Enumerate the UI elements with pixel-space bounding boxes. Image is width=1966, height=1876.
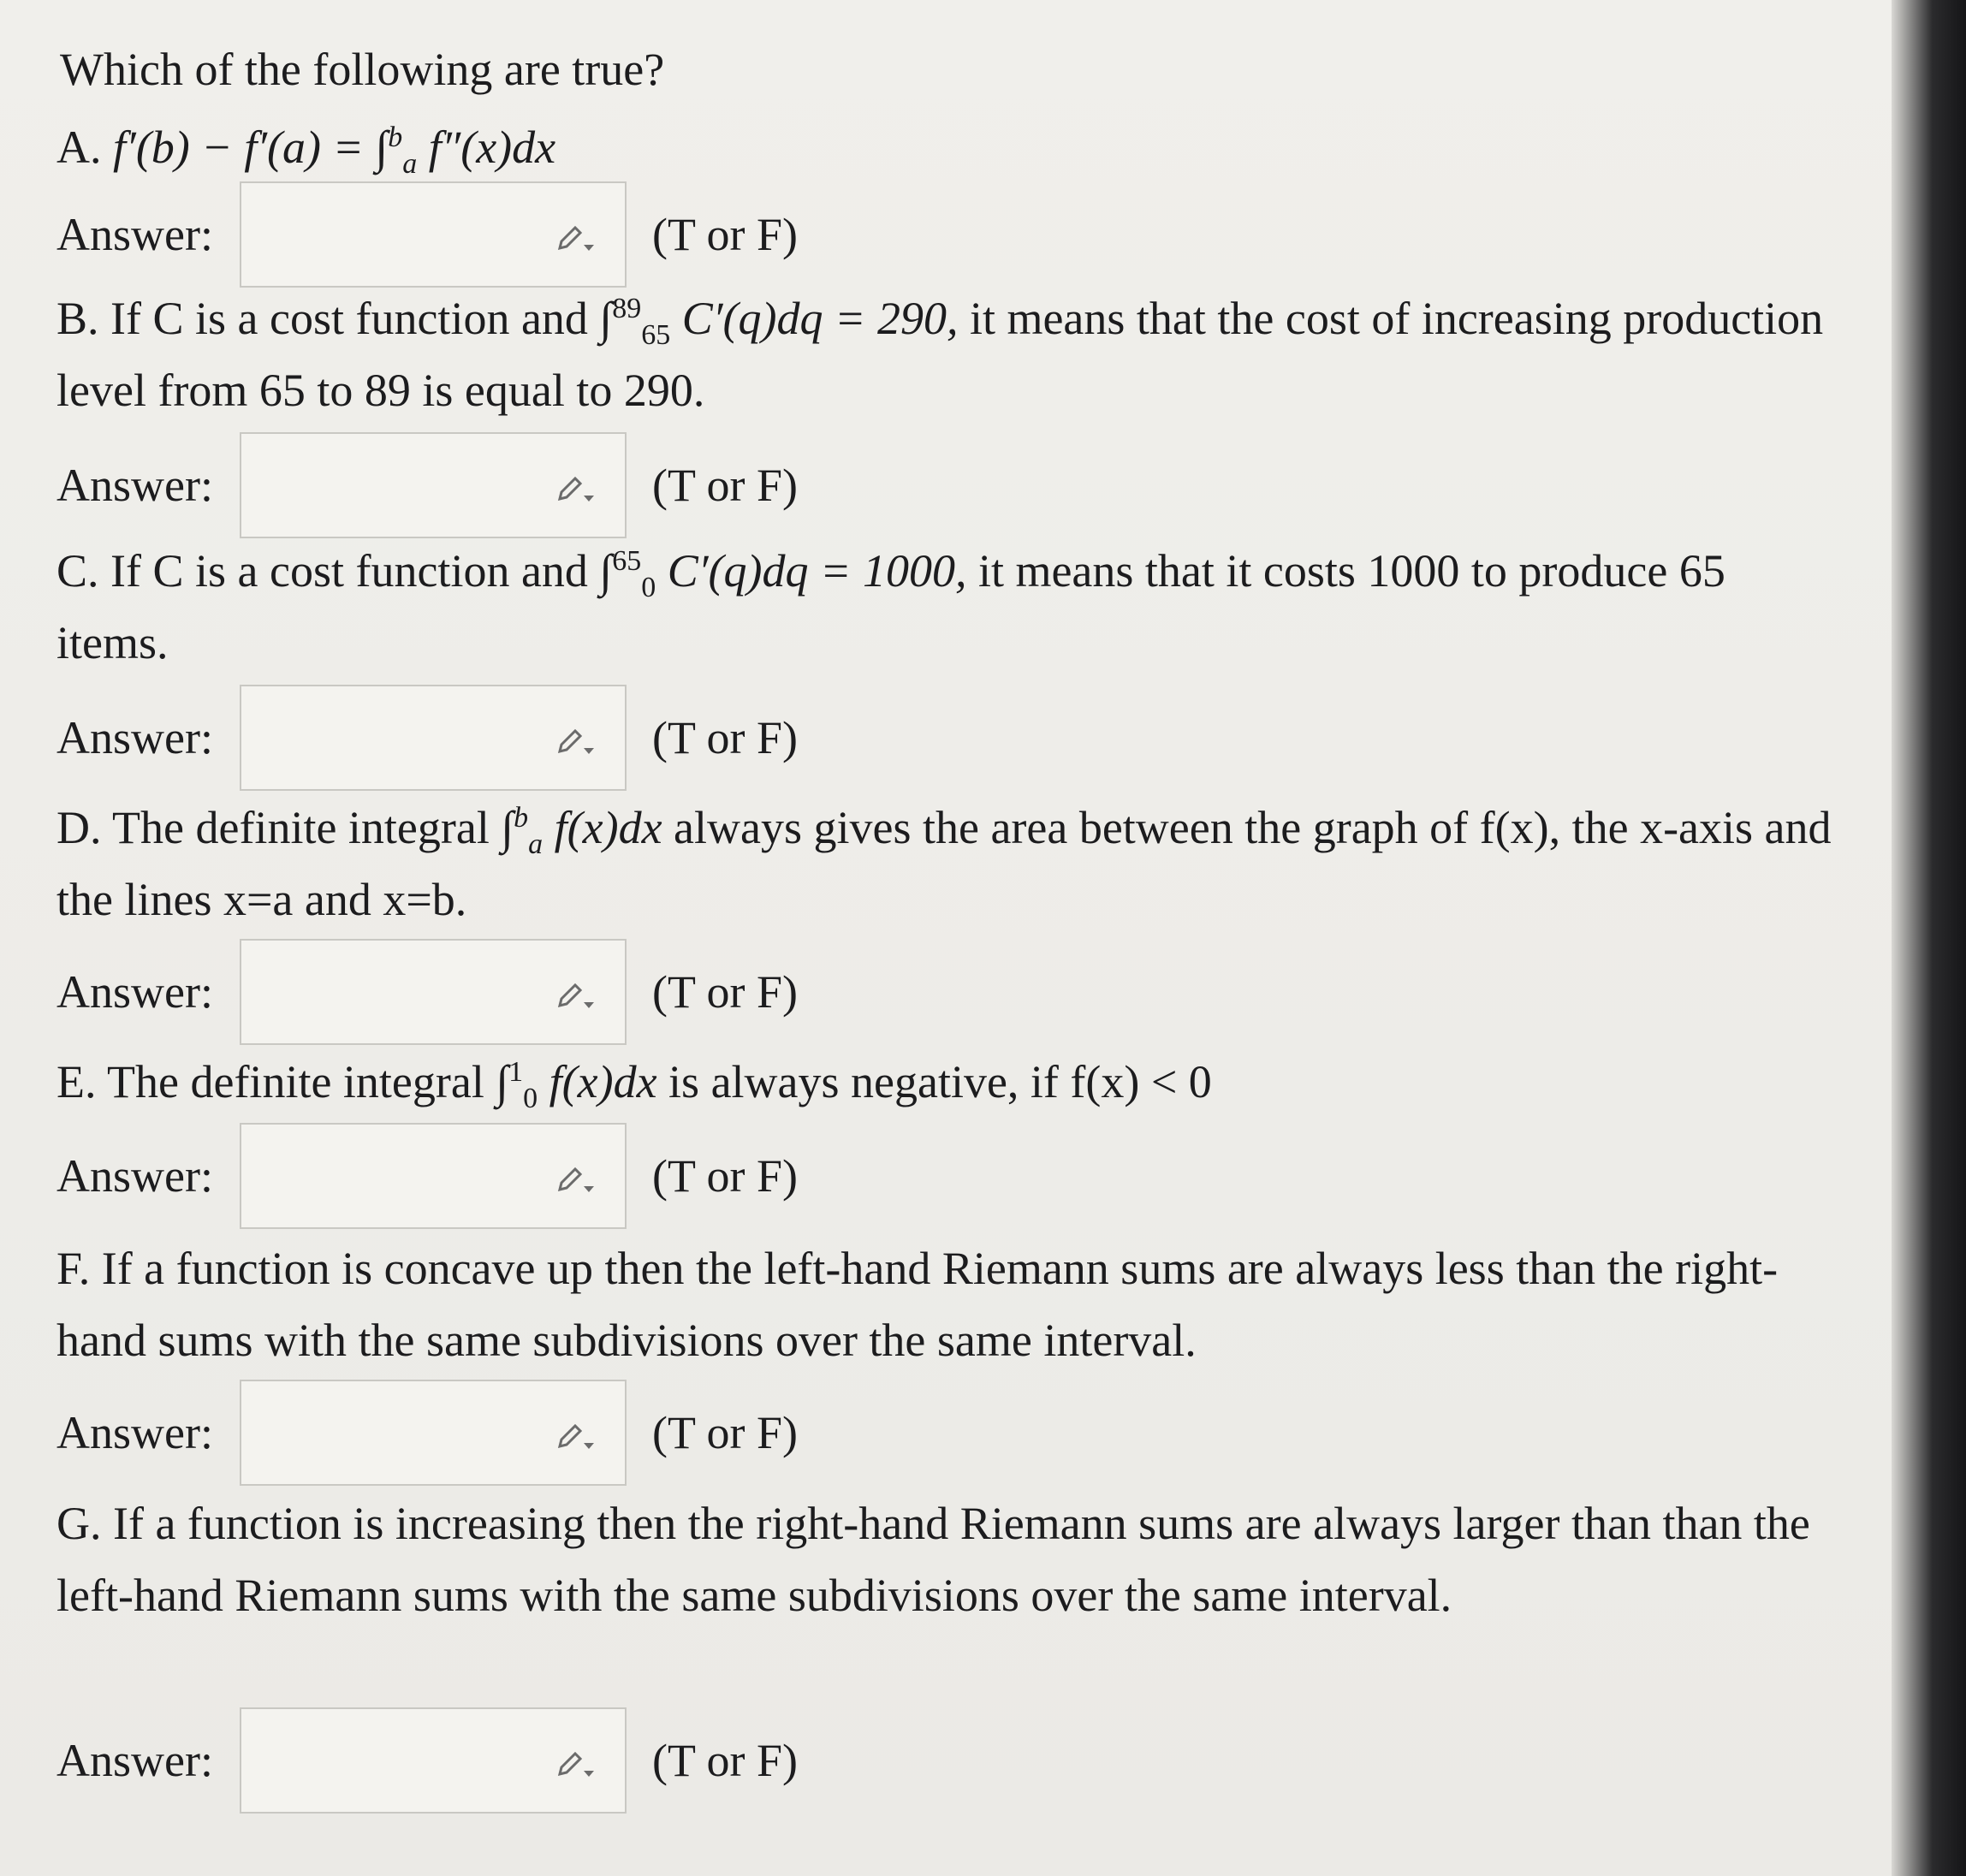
question-text: If C is a cost function and	[110, 293, 588, 344]
answer-row-c	[56, 683, 798, 793]
answer-box-f[interactable]	[240, 1380, 627, 1486]
pencil-dropdown-icon[interactable]	[556, 978, 599, 1012]
question-text: If C is a cost function and	[110, 545, 588, 597]
upper-limit: b	[388, 122, 403, 153]
integral-sign: ∫	[501, 802, 514, 853]
pencil-dropdown-icon[interactable]	[556, 472, 599, 506]
answer-row-a	[56, 180, 798, 289]
lower-limit: 65	[641, 318, 671, 351]
tf-hint: (T or F)	[652, 1735, 798, 1786]
answer-box-g[interactable]	[240, 1707, 627, 1814]
question-letter: E.	[56, 1056, 97, 1107]
question-c	[56, 535, 1837, 679]
question-letter: D.	[56, 802, 102, 853]
question-letter: G.	[56, 1498, 102, 1549]
question-text: always gives the area between the graph of f(x), the x-axis and the lines x=a and x=b.	[56, 802, 1832, 925]
upper-limit: b	[514, 802, 529, 834]
tf-hint: (T or F)	[652, 1150, 798, 1202]
pencil-dropdown-icon[interactable]	[556, 1162, 599, 1196]
answer-box-a[interactable]	[240, 181, 627, 288]
integrand: f″(x)dx	[428, 122, 556, 173]
math-expression: f′(b) − f′(a) = ∫	[113, 122, 389, 173]
integrand: C′(q)dq = 1000,	[667, 545, 967, 597]
answer-box-d[interactable]	[240, 939, 627, 1045]
answer-row-g	[56, 1706, 798, 1815]
question-letter: B.	[56, 293, 99, 344]
answer-label: Answer:	[56, 966, 213, 1018]
pencil-dropdown-icon[interactable]	[556, 724, 599, 758]
answer-label: Answer:	[56, 1150, 213, 1202]
question-letter: F.	[56, 1243, 91, 1294]
question-letter: A.	[56, 122, 102, 173]
answer-row-f	[56, 1378, 798, 1487]
pencil-dropdown-icon[interactable]	[556, 1747, 599, 1781]
lower-limit: 0	[641, 571, 656, 603]
tf-hint: (T or F)	[652, 712, 798, 763]
tf-hint: (T or F)	[652, 460, 798, 511]
tf-hint: (T or F)	[652, 966, 798, 1018]
integral-sign: ∫	[599, 293, 613, 344]
upper-limit: 89	[612, 293, 642, 324]
question-text: it means that the cost of increasing production level from 65 to 89 is equal to 290.	[56, 293, 1824, 416]
screen-bezel	[1892, 0, 1966, 1876]
question-f	[56, 1232, 1837, 1376]
question-e	[56, 1046, 1837, 1118]
pencil-dropdown-icon[interactable]	[556, 221, 599, 255]
answer-label: Answer:	[56, 460, 213, 511]
answer-box-e[interactable]	[240, 1123, 627, 1229]
answer-row-d	[56, 937, 798, 1047]
integrand: f(x)dx	[549, 1056, 657, 1107]
answer-box-c[interactable]	[240, 685, 627, 791]
answer-box-b[interactable]	[240, 432, 627, 538]
integral-sign: ∫	[599, 545, 613, 597]
integral-sign: ∫	[496, 1056, 509, 1107]
answer-label: Answer:	[56, 1407, 213, 1458]
lower-limit: 0	[523, 1082, 538, 1114]
upper-limit: 1	[508, 1056, 524, 1088]
answer-input-g[interactable]	[250, 1718, 544, 1805]
answer-input-e[interactable]	[250, 1133, 544, 1220]
answer-input-d[interactable]	[250, 949, 544, 1036]
question-text: it means that it costs 1000 to produce 65 items.	[56, 545, 1725, 668]
answer-input-f[interactable]	[250, 1390, 544, 1477]
integrand: f(x)dx	[554, 802, 662, 853]
question-text: is always negative, if f(x) < 0	[668, 1056, 1212, 1107]
question-prompt: Which of the following are true?	[60, 44, 665, 95]
pencil-dropdown-icon[interactable]	[556, 1419, 599, 1453]
answer-label: Answer:	[56, 209, 213, 260]
answer-label: Answer:	[56, 1735, 213, 1786]
question-text: The definite integral	[112, 802, 490, 853]
answer-row-b	[56, 430, 798, 540]
lower-limit: a	[402, 147, 418, 180]
upper-limit: 65	[612, 545, 642, 577]
question-d	[56, 792, 1837, 935]
answer-input-b[interactable]	[250, 442, 544, 530]
lower-limit: a	[528, 828, 543, 860]
question-g	[56, 1487, 1837, 1631]
question-text: If a function is concave up then the left-hand Riemann sums are always less than the right-hand sums with the same subdivisions over the same interval.	[56, 1243, 1779, 1366]
answer-input-c[interactable]	[250, 695, 544, 782]
question-letter: C.	[56, 545, 99, 597]
question-a	[56, 111, 1837, 183]
answer-label: Answer:	[56, 712, 213, 763]
question-text: The definite integral	[107, 1056, 484, 1107]
tf-hint: (T or F)	[652, 209, 798, 260]
answer-input-a[interactable]	[250, 192, 544, 279]
answer-row-e	[56, 1121, 798, 1231]
tf-hint: (T or F)	[652, 1407, 798, 1458]
question-text: If a function is increasing then the right-hand Riemann sums are always larger than than the left-hand Riemann sums with the same subdivisions over the same interval.	[56, 1498, 1810, 1621]
question-b	[56, 282, 1837, 426]
integrand: C′(q)dq = 290,	[681, 293, 959, 344]
